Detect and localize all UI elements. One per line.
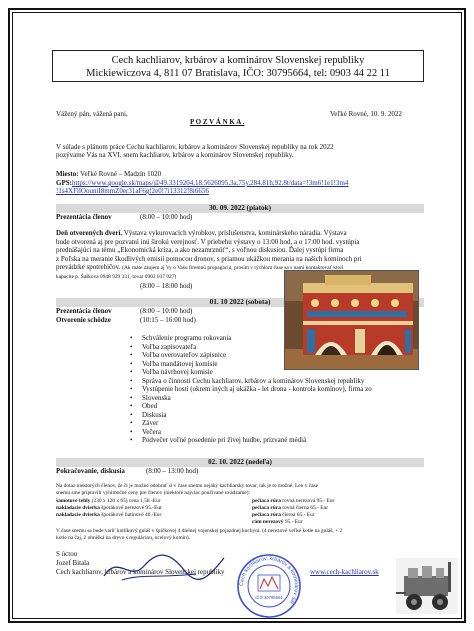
- gps-line-2: [56, 187, 209, 196]
- agenda-item: • Schválenie programu rokovania: [130, 334, 426, 343]
- letterhead-title: Cech kachliarov, krbárov a kominárov Slovenskej republiky: [111, 55, 365, 66]
- agenda-item: • Voľba overovateľov zápisnice: [130, 351, 426, 360]
- gps-label: GPS:: [56, 179, 72, 187]
- day3-band: 02. 10. 2022 (nedeľa): [56, 458, 424, 467]
- open-day-text-4: z Poľska na meranie škodlivých emisií pomocou dronov, s priamou ukážkou merania na našich komínoch pri: [56, 254, 362, 263]
- open-day-text-3: prednášajúci na tému „Ekonomická kríza, a ako nezamrznúť“, s voľnou diskusiou. Ďalej vystúpi firma: [56, 246, 344, 255]
- agenda-item: • Voľba mandátovej komisie: [130, 360, 426, 369]
- intro-line-1: V súlade s plánom práce Cechu kachliarov, krbárov a kominárov Slovenskej republiky na rok 2022: [56, 143, 334, 151]
- agenda-item: • Diskusia: [130, 411, 426, 420]
- day1-band: 30. 09. 2022 (piatok): [56, 204, 424, 213]
- price-right-4: rám nerezový 95.- Eur: [252, 519, 303, 525]
- day1-presentation-time: (8:00 – 10:00 hod): [140, 213, 193, 221]
- closing-respect: S úctou: [56, 550, 78, 558]
- agenda-item: • Správa o činnosti Cechu kachliarov, krbárov a kominárov Slovenskej republiky: [130, 377, 426, 386]
- booking-note-2: kapacite p. Šašková 0948 929 331, tovar 0902 037 027): [56, 274, 177, 280]
- price-right-1: pečiaca rúra rovná nerezová 95.- Eur: [252, 498, 335, 504]
- fees-note-1: Na dotaz niektorých členov, že či je možné odobrať si v čase snemu nejaký kachliarsky tovar, tak je to možné. Len v čase: [56, 483, 319, 489]
- open-day-text-5: prevádzke spotrebičov.: [56, 263, 121, 272]
- day2-row-1-label: Prezentácia členov: [56, 307, 112, 315]
- agenda-item-continued: • Slovenska: [130, 394, 426, 403]
- closing-name: Jozef Bitala: [56, 559, 90, 567]
- price-right-3: pečiaca rúra čierna 65.- Eur: [252, 512, 315, 518]
- day2-row-2-time: (10:15 – 16:00 hod): [140, 316, 196, 324]
- organization-seal-icon: [236, 553, 302, 619]
- gps-link[interactable]: https://www.google.sk/maps/@49.3319204,18.5626095,3a,75y,284.81h,92.8t/data=!3m6!1e1!3m4: [71, 179, 349, 187]
- price-left-2: nakladacie dvierka šporákové nerezové 95.-Eur: [56, 505, 162, 511]
- gps-link-continued[interactable]: !1s4XFllOouniI8mmZ0er31aF6g!2e0!7i13312!8i6656: [56, 187, 209, 195]
- boiler-note-2: kotle na čaj, 2 ohnišká na drevo s reguláciou, ocelový komín).: [56, 535, 190, 541]
- letterhead-box: [52, 50, 424, 82]
- agenda-item: • Podvečer voľné posedenie pri živej hudbe, prizvané médiá: [130, 436, 426, 445]
- agenda-item: • Obed: [130, 402, 426, 411]
- agenda-item: • Večera: [130, 428, 426, 437]
- fees-note-2: snemu sme pripravili výnimočné ceny pre členov (niektoré najviac používané uvádzame):: [56, 490, 250, 496]
- website-link[interactable]: www.cech-kachliarov.sk: [310, 568, 379, 576]
- day3-time: (8:00 – 13:00 hod): [146, 467, 199, 475]
- day1-open-day: [56, 229, 420, 272]
- letterhead-address: Mickiewiczova 4, 811 07 Bratislava, IČO: 30795664, tel: 0903 44 22 11: [86, 68, 390, 79]
- price-right-2: pečiaca rúra rovná čierna 65.- Eur: [252, 505, 329, 511]
- open-day-label: Deň otvorených dverí.: [56, 229, 123, 237]
- venue-value: Veľké Rovné – Madzín 1020: [80, 170, 162, 178]
- venue-label: Miesto:: [56, 170, 79, 178]
- day2-band: 01. 10 2022 (sobota): [56, 298, 424, 307]
- day3-label: Pokračovanie, diskusia: [56, 467, 125, 475]
- price-left-3: nakladacie dvierka šporákové liatinové 40.-Eur: [56, 512, 162, 518]
- boiler-note-1: V čase snemu sa bude varíť kotlíkový guláš v špičkovej 4 dielnej vojenskej pojazdnej kuchyni. (4 nerezové veľké kotle na guláš, + 2: [56, 528, 343, 534]
- day2-row-2-label: Otvorenie schôdze: [56, 316, 111, 324]
- day1-closing-time: (8:00 – 18:00 hod): [140, 282, 193, 290]
- day1-presentation-label: Prezentácia členov: [56, 213, 112, 221]
- agenda-item: • Vystúpenie hostí (okrem iných aj ukážka - let drona - kontrola komínov), firma zo: [130, 385, 426, 394]
- seal-ring-text: Cech kachliarov, krbárov a kominárov SR: [238, 555, 300, 605]
- price-left-1: šamotové tehly (230 x 120 x 65) cena 1,58 -Eur: [56, 498, 161, 504]
- day2-row-1-time: (8:00 – 10:00 hod): [140, 307, 193, 315]
- signature-icon: [100, 548, 230, 588]
- invitation-title: P O Z V Á N K A .: [190, 118, 245, 126]
- venue: [56, 170, 161, 179]
- closing-org: Cech kachliarov, krbárov a kominárov Slovenskej republiky: [56, 568, 225, 576]
- field-kitchen-image: [396, 558, 458, 614]
- agenda-item: • Záver: [130, 419, 426, 428]
- open-day-text-2: bude otvorená aj pre pozvanú inú širokú verejnosť. V priebehu výstavy o 13:00 hod, a o 17:00 hod. vystúpia: [56, 237, 360, 246]
- agenda-item: • Voľba zapisovateľa: [130, 343, 426, 352]
- tiled-stove-photo: [284, 270, 419, 370]
- salutation: Vážený pán, vážená pani,: [56, 110, 128, 118]
- booking-note-1: (Ak máte záujem aj Vy o Vašu firemnú propagáciu, prosím v rýchlom čase sa s nami kontaktovať ktoli: [122, 265, 344, 272]
- place-date: Veľké Rovné, 10. 9. 2022: [330, 110, 402, 118]
- seal-center-text: IČO 30795664: [255, 595, 283, 600]
- open-day-text-1: Výstava vykurovacích výrobkov, príslušenstva, kominárskeho náradia. Výstava: [123, 229, 347, 237]
- intro-line-2: pozývame Vás na XVI. snem kachliarov, krbárov a kominárov Slovenskej republiky.: [56, 151, 294, 159]
- agenda-item: • Voľba návrhovej komisie: [130, 368, 426, 377]
